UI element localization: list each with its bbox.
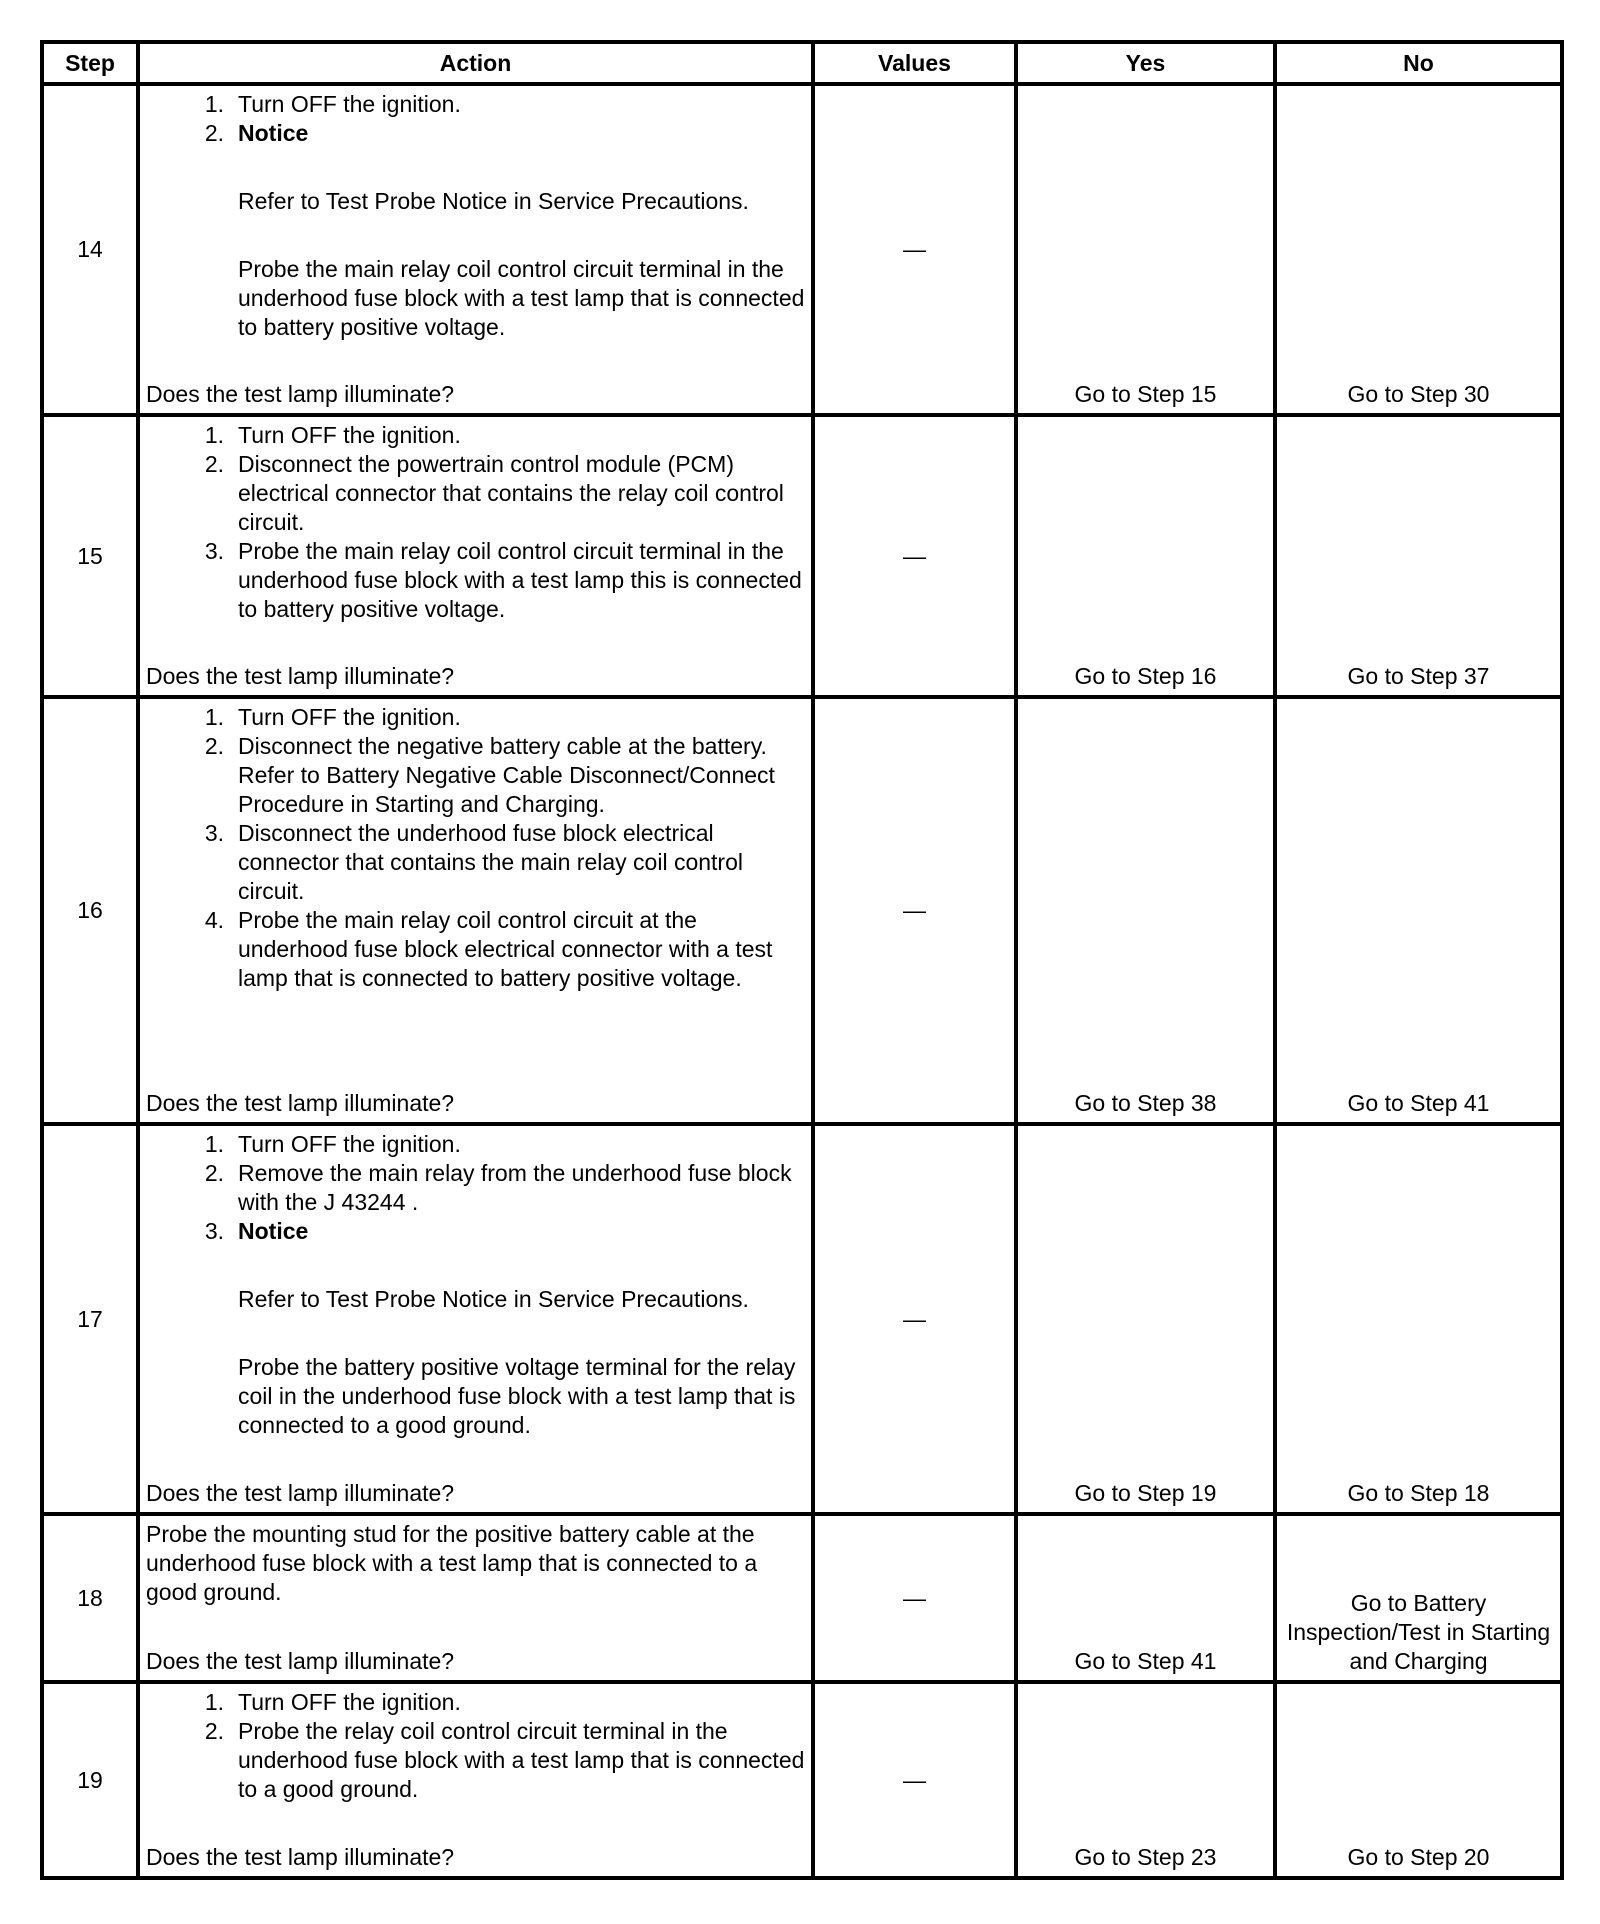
instruction-number: 1.	[204, 1689, 224, 1715]
header-no: No	[1275, 42, 1562, 84]
action-content	[140, 1126, 811, 1512]
instruction-number: 3.	[204, 1218, 224, 1244]
yes-result: Go to Step 16	[1016, 415, 1275, 697]
values-cell: —	[813, 1124, 1016, 1514]
instruction-text: Probe the relay coil control circuit terminal in the underhood fuse block with a test lamp that is connected to a good ground.	[238, 1718, 805, 1802]
header-yes: Yes	[1016, 42, 1275, 84]
instruction-text: Disconnect the negative battery cable at the battery. Refer to Battery Negative Cable Disconnect/Connect Procedure in Starting and Charging.	[238, 733, 775, 817]
action-cell	[138, 1514, 813, 1682]
step-number: 16	[42, 697, 138, 1124]
notice-label: Notice	[238, 120, 309, 146]
notice-paragraph: Refer to Test Probe Notice in Service Precautions.	[238, 1286, 749, 1312]
values-cell: —	[813, 415, 1016, 697]
instruction-item	[146, 119, 805, 148]
header-row	[42, 42, 1562, 84]
instruction-item	[146, 1130, 805, 1159]
no-result: Go to Step 20	[1275, 1682, 1562, 1878]
instruction-text: Remove the main relay from the underhood fuse block with the J 43244 .	[238, 1160, 792, 1215]
yes-result: Go to Step 41	[1016, 1514, 1275, 1682]
notice-paragraph: Probe the battery positive voltage terminal for the relay coil in the underhood fuse block with a test lamp that is connected to a good ground.	[238, 1354, 796, 1438]
instruction-item	[146, 703, 805, 732]
step-number: 17	[42, 1124, 138, 1514]
instruction-text: Turn OFF the ignition.	[238, 1689, 461, 1715]
action-cell	[138, 697, 813, 1124]
spacer	[146, 993, 805, 1089]
no-result: Go to Step 30	[1275, 84, 1562, 415]
instruction-number: 1.	[204, 704, 224, 730]
instruction-text: Turn OFF the ignition.	[238, 704, 461, 730]
instruction-item	[146, 732, 805, 819]
instruction-text: Probe the main relay coil control circuit terminal in the underhood fuse block with a test lamp this is connected to battery positive voltage.	[238, 538, 802, 622]
diagnostic-steps-table	[40, 40, 1564, 1880]
instruction-item	[146, 906, 805, 993]
action-content	[140, 1684, 811, 1876]
instruction-item	[146, 1717, 805, 1804]
action-content	[140, 1516, 811, 1680]
action-text: Probe the mounting stud for the positive battery cable at the underhood fuse block with a test lamp that is connected to a good ground.	[146, 1521, 758, 1605]
values-cell: —	[813, 697, 1016, 1124]
table-row	[42, 1514, 1562, 1682]
instruction-list	[146, 1130, 805, 1246]
spacer	[146, 342, 805, 380]
instruction-item	[146, 1159, 805, 1217]
instruction-item	[146, 1217, 805, 1246]
table-row	[42, 697, 1562, 1124]
instruction-list	[146, 1688, 805, 1804]
yes-result: Go to Step 19	[1016, 1124, 1275, 1514]
instruction-item	[146, 1688, 805, 1717]
question-text: Does the test lamp illuminate?	[146, 1648, 455, 1674]
step-number: 19	[42, 1682, 138, 1878]
instruction-number: 1.	[204, 1131, 224, 1157]
instruction-text: Probe the main relay coil control circuit at the underhood fuse block electrical connector with a test lamp that is connected to battery positive voltage.	[238, 907, 773, 991]
notice-block	[146, 148, 805, 342]
notice-block	[146, 1246, 805, 1440]
table-row	[42, 1124, 1562, 1514]
question-text: Does the test lamp illuminate?	[146, 381, 455, 407]
header-step: Step	[42, 42, 138, 84]
no-result: Go to Step 18	[1275, 1124, 1562, 1514]
instruction-number: 2.	[204, 1160, 224, 1186]
no-result: Go to Step 41	[1275, 697, 1562, 1124]
instruction-item	[146, 90, 805, 119]
no-result: Go to Step 37	[1275, 415, 1562, 697]
step-number: 15	[42, 415, 138, 697]
action-content	[140, 699, 811, 1122]
instruction-list	[146, 421, 805, 624]
instruction-number: 1.	[204, 91, 224, 117]
instruction-number: 2.	[204, 1718, 224, 1744]
instruction-item	[146, 537, 805, 624]
question-text: Does the test lamp illuminate?	[146, 1480, 455, 1506]
question-text: Does the test lamp illuminate?	[146, 1090, 455, 1116]
action-content	[140, 86, 811, 413]
instruction-text: Disconnect the powertrain control module (PCM) electrical connector that contains the relay coil control circuit.	[238, 451, 784, 535]
instruction-item	[146, 819, 805, 906]
action-cell	[138, 1682, 813, 1878]
instruction-list	[146, 90, 805, 148]
action-cell	[138, 415, 813, 697]
notice-paragraph: Refer to Test Probe Notice in Service Precautions.	[238, 188, 749, 214]
values-cell: —	[813, 1682, 1016, 1878]
instruction-number: 2.	[204, 451, 224, 477]
spacer	[146, 1607, 805, 1647]
spacer	[146, 624, 805, 662]
instruction-number: 3.	[204, 820, 224, 846]
header-action: Action	[138, 42, 813, 84]
action-cell	[138, 84, 813, 415]
values-cell: —	[813, 1514, 1016, 1682]
table-row	[42, 415, 1562, 697]
table-row	[42, 1682, 1562, 1878]
instruction-text: Turn OFF the ignition.	[238, 1131, 461, 1157]
yes-result: Go to Step 23	[1016, 1682, 1275, 1878]
spacer	[146, 1804, 805, 1843]
instruction-item	[146, 421, 805, 450]
instruction-number: 4.	[204, 907, 224, 933]
instruction-list	[146, 703, 805, 993]
instruction-number: 2.	[204, 120, 224, 146]
action-cell	[138, 1124, 813, 1514]
notice-paragraph: Probe the main relay coil control circuit terminal in the underhood fuse block with a test lamp that is connected to battery positive voltage.	[238, 256, 805, 340]
question-text: Does the test lamp illuminate?	[146, 1844, 455, 1870]
yes-result: Go to Step 38	[1016, 697, 1275, 1124]
step-number: 18	[42, 1514, 138, 1682]
no-result: Go to Battery Inspection/Test in Starting and Charging	[1275, 1514, 1562, 1682]
yes-result: Go to Step 15	[1016, 84, 1275, 415]
instruction-number: 2.	[204, 733, 224, 759]
values-cell: —	[813, 84, 1016, 415]
step-number: 14	[42, 84, 138, 415]
table-row	[42, 84, 1562, 415]
instruction-item	[146, 450, 805, 537]
instruction-number: 1.	[204, 422, 224, 448]
notice-label: Notice	[238, 1218, 309, 1244]
instruction-text: Turn OFF the ignition.	[238, 422, 461, 448]
spacer	[146, 1440, 805, 1479]
question-text: Does the test lamp illuminate?	[146, 663, 455, 689]
action-content	[140, 417, 811, 695]
instruction-text: Turn OFF the ignition.	[238, 91, 461, 117]
instruction-text: Disconnect the underhood fuse block electrical connector that contains the main relay coil control circuit.	[238, 820, 743, 904]
header-values: Values	[813, 42, 1016, 84]
instruction-number: 3.	[204, 538, 224, 564]
